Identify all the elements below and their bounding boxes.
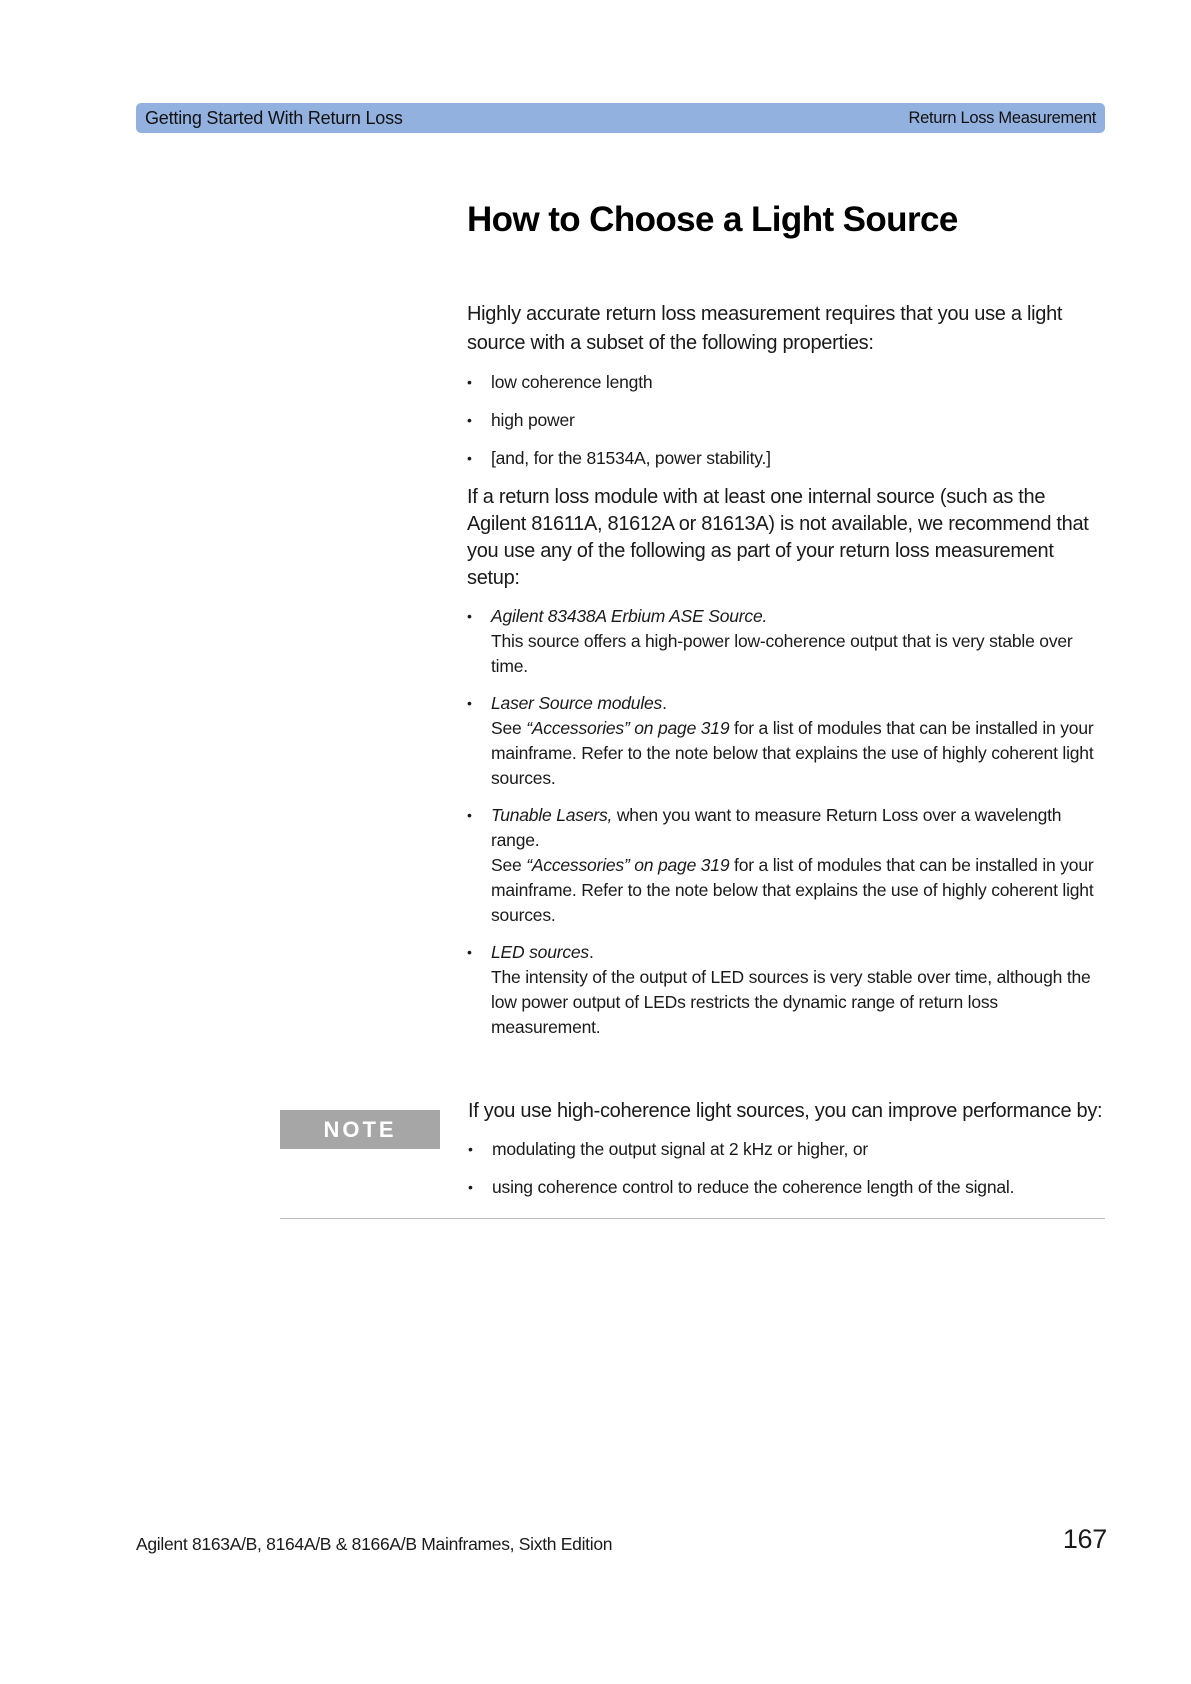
list-item: • low coherence length bbox=[467, 372, 653, 392]
header-section: Return Loss Measurement bbox=[908, 108, 1096, 127]
source-desc: The intensity of the output of LED sources is very stable over time, although the low power output of LEDs restricts the dynamic range of return loss measurement. bbox=[491, 967, 1091, 1037]
intro-paragraph: Highly accurate return loss measurement requires that you use a light source with a subset of the following properties: bbox=[467, 303, 1063, 354]
source-desc: This source offers a high-power low-coherence output that is very stable over time. bbox=[491, 631, 1073, 676]
source-desc: for a list of modules that can be installed in your mainframe. Refer to the note below that explains the use of highly coherent light sources. bbox=[491, 718, 1094, 788]
list-item: • using coherence control to reduce the coherence length of the signal. bbox=[468, 1177, 1015, 1197]
source-name: Agilent 83438A Erbium ASE Source. bbox=[491, 606, 768, 626]
list-item-led-sources: • LED sources. The intensity of the output of LED sources is very stable over time, although the low power output of LEDs restricts the dynamic range of return loss measurement. bbox=[467, 942, 1091, 1037]
sources-list bbox=[467, 604, 1107, 1040]
running-header bbox=[136, 103, 1105, 133]
accessories-link[interactable]: “Accessories” on page 319 bbox=[526, 855, 730, 875]
list-item-ase-source: • Agilent 83438A Erbium ASE Source. This source offers a high-power low-coherence output that is very stable over time. bbox=[467, 606, 1073, 676]
main-content bbox=[467, 300, 1107, 1052]
note-list bbox=[468, 1137, 1108, 1200]
accessories-link[interactable]: “Accessories” on page 319 bbox=[526, 718, 730, 738]
header-chapter: Getting Started With Return Loss bbox=[145, 107, 403, 128]
list-item: • modulating the output signal at 2 kHz or higher, or bbox=[468, 1139, 869, 1159]
page-number: 167 bbox=[1062, 1524, 1107, 1554]
note-label: NOTE bbox=[323, 1116, 397, 1142]
properties-list bbox=[467, 370, 1107, 471]
footer-edition: Agilent 8163A/B, 8164A/B & 8166A/B Mainframes, Sixth Edition bbox=[136, 1534, 613, 1554]
note-label-box bbox=[280, 1110, 440, 1149]
source-name: Tunable Lasers, bbox=[491, 805, 613, 825]
list-item: • high power bbox=[467, 410, 575, 430]
note-content bbox=[468, 1098, 1108, 1213]
page-title: How to Choose a Light Source bbox=[467, 200, 958, 239]
note-divider bbox=[280, 1218, 1105, 1219]
list-item-laser-source: • Laser Source modules. See “Accessories” on page 319 for a list of modules that can be installed in your mainframe. Refer to the note below that explains the use of highly coherent light sources. bbox=[467, 693, 1094, 788]
source-name: LED sources bbox=[491, 942, 589, 962]
source-desc: for a list of modules that can be installed in your mainframe. Refer to the note below that explains the use of highly coherent light sources. bbox=[491, 855, 1094, 925]
list-item: • [and, for the 81534A, power stability.] bbox=[467, 448, 771, 468]
recommendation-paragraph: If a return loss module with at least one internal source (such as the Agilent 81611A, 81612A or 81613A) is not available, we recommend that you use any of the following as part of your return loss measurement setup: bbox=[467, 486, 1089, 589]
source-name: Laser Source modules bbox=[491, 693, 663, 713]
list-item-tunable-lasers: • Tunable Lasers, when you want to measure Return Loss over a wavelength range. See “Accessories” on page 319 for a list of modules that can be installed in your mainframe. Refer to the note below that explains the use of highly coherent light sources. bbox=[467, 805, 1094, 925]
note-text: If you use high-coherence light sources, you can improve performance by: bbox=[468, 1100, 1103, 1122]
